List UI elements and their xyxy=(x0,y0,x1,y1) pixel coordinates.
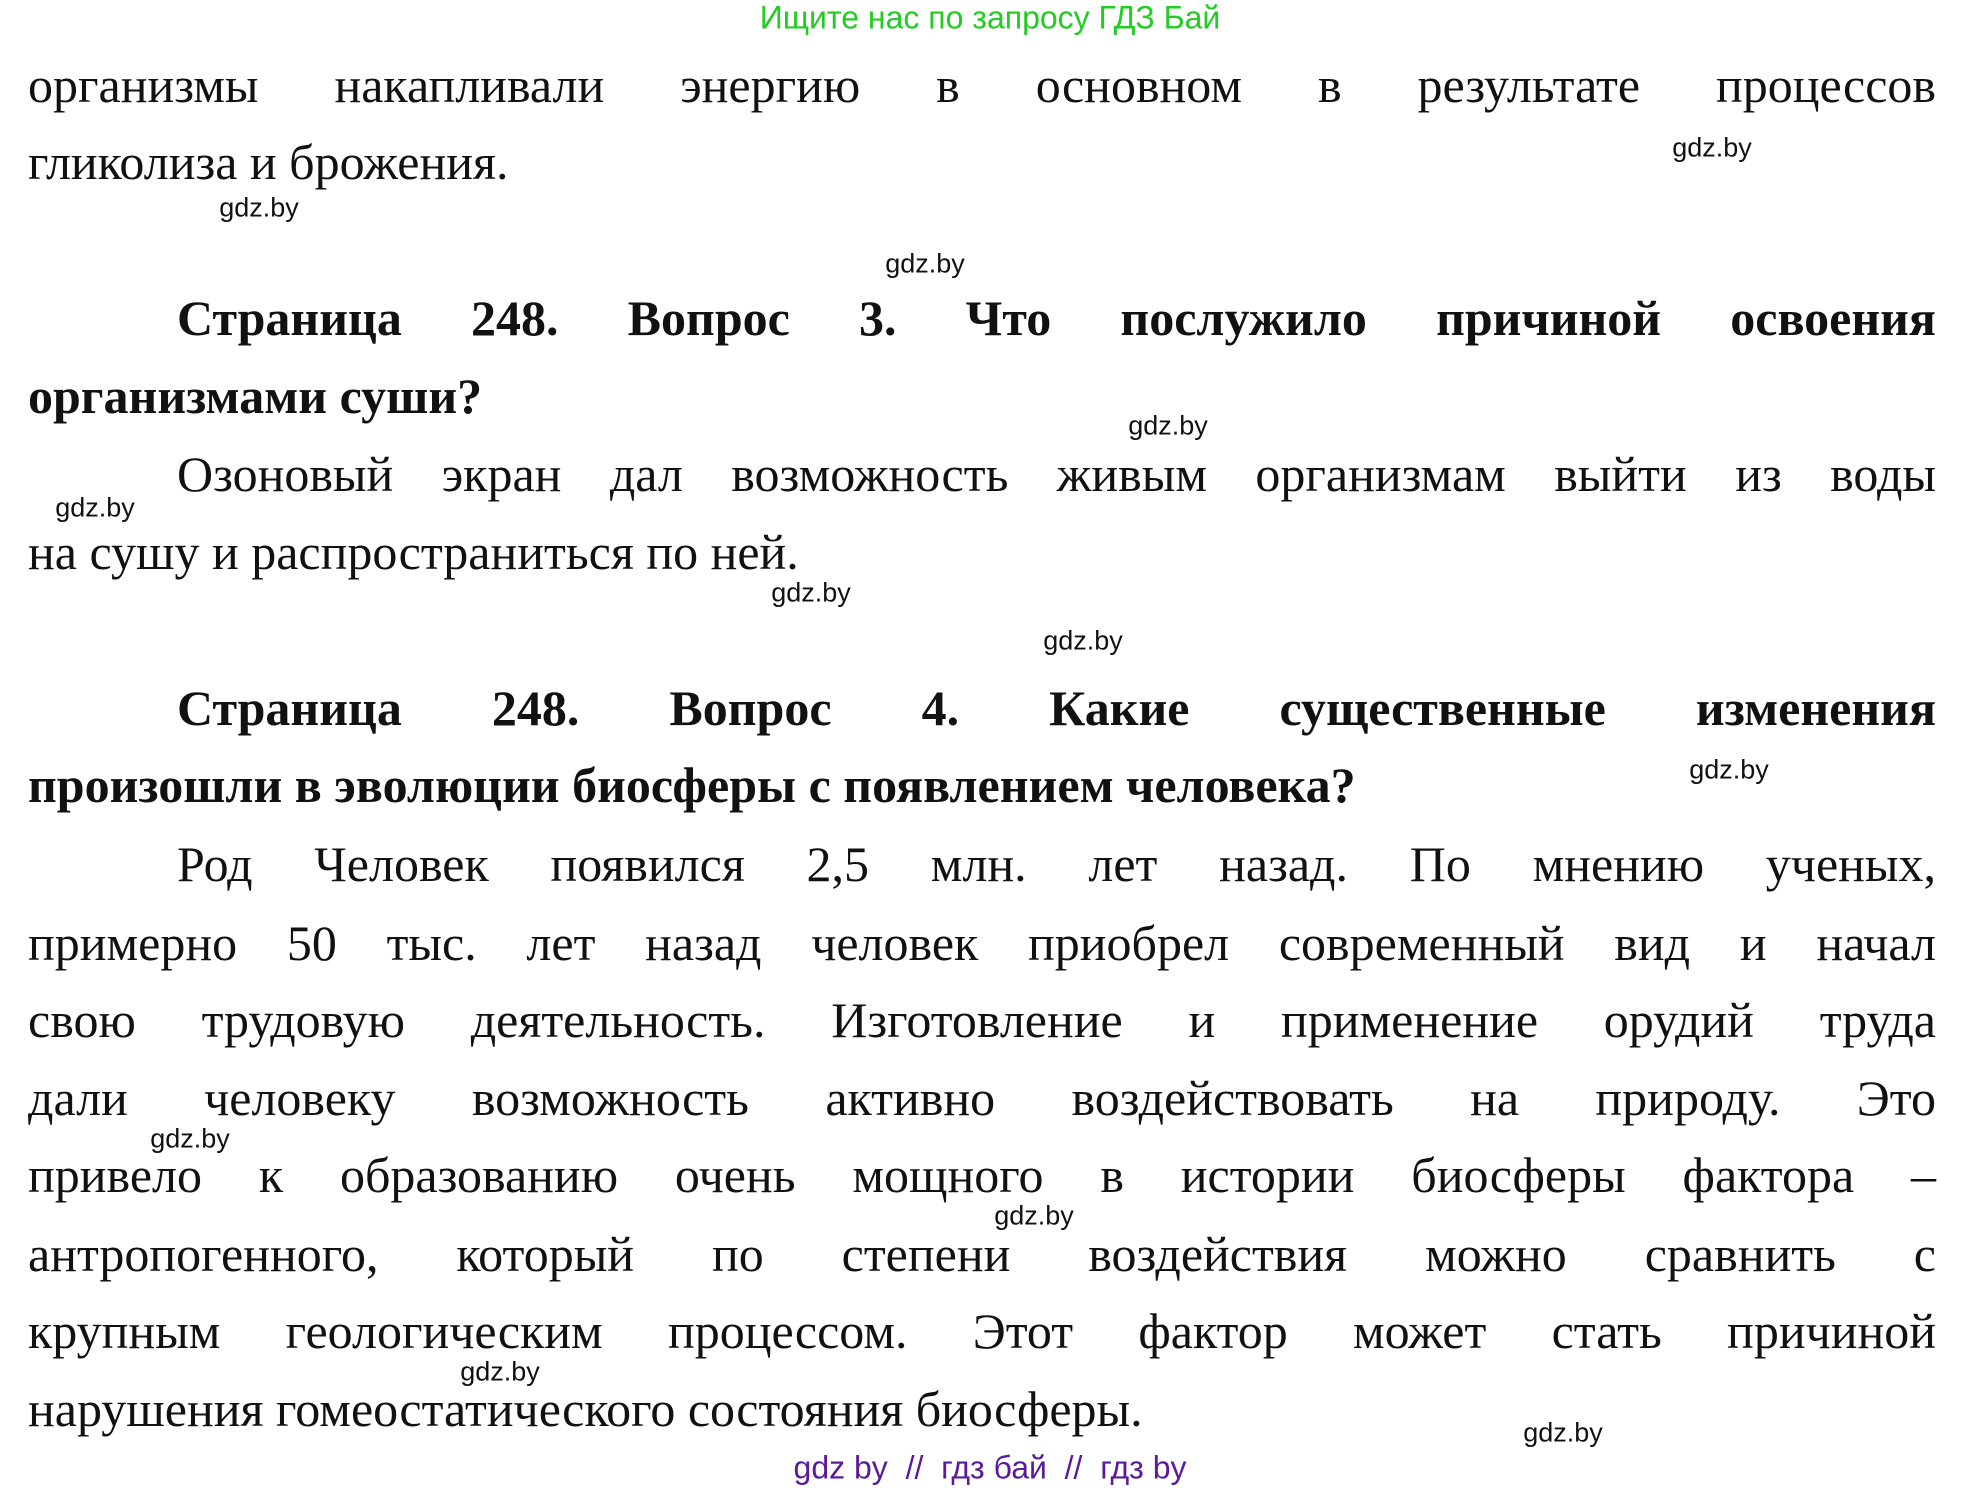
answer-line: Озоновый экран дал возможность живым организмам выйти из воды xyxy=(177,446,1936,502)
watermark: gdz.by xyxy=(994,1200,1074,1231)
search-banner: Ищите нас по запросу ГДЗ Бай xyxy=(759,0,1221,36)
watermark: gdz.by xyxy=(1672,132,1752,163)
watermark: gdz.by xyxy=(55,492,135,523)
watermark: gdz.by xyxy=(1128,410,1208,441)
watermark: gdz.by xyxy=(771,577,851,608)
question-heading: произошли в эволюции биосферы с появлением человека? xyxy=(28,757,1356,813)
watermark: gdz.by xyxy=(150,1123,230,1154)
question-heading: организмами суши? xyxy=(28,368,483,424)
answer-line: крупным геологическим процессом. Этот фактор может стать причиной xyxy=(28,1303,1936,1359)
question-heading: Страница 248. Вопрос 3. Что послужило причиной освоения xyxy=(177,290,1936,346)
answer-line: примерно 50 тыс. лет назад человек приобрел современный вид и начал xyxy=(28,915,1936,971)
text-line: гликолиза и брожения. xyxy=(28,134,509,190)
answer-line: Род Человек появился 2,5 млн. лет назад. По мнению ученых, xyxy=(177,836,1936,892)
answer-line: свою трудовую деятельность. Изготовление и применение орудий труда xyxy=(28,992,1936,1048)
text-line: организмы накапливали энергию в основном в результате процессов xyxy=(28,57,1936,113)
watermark: gdz.by xyxy=(1689,754,1769,785)
watermark: gdz.by xyxy=(460,1356,540,1387)
question-heading: Страница 248. Вопрос 4. Какие существенные изменения xyxy=(177,680,1936,736)
answer-line: привело к образованию очень мощного в истории биосферы фактора – xyxy=(28,1147,1936,1203)
answer-line: нарушения гомеостатического состояния биосферы. xyxy=(28,1381,1143,1437)
watermark: gdz.by xyxy=(219,192,299,223)
watermark: gdz.by xyxy=(1523,1417,1603,1448)
watermark: gdz.by xyxy=(885,248,965,279)
answer-line: на сушу и распространиться по ней. xyxy=(28,524,799,580)
answer-line: антропогенного, который по степени воздействия можно сравнить с xyxy=(28,1226,1936,1282)
watermark: gdz.by xyxy=(1043,625,1123,656)
footer-links: gdz by // гдз бай // гдз by xyxy=(793,1449,1187,1486)
answer-line: дали человеку возможность активно воздействовать на природу. Это xyxy=(28,1070,1936,1126)
